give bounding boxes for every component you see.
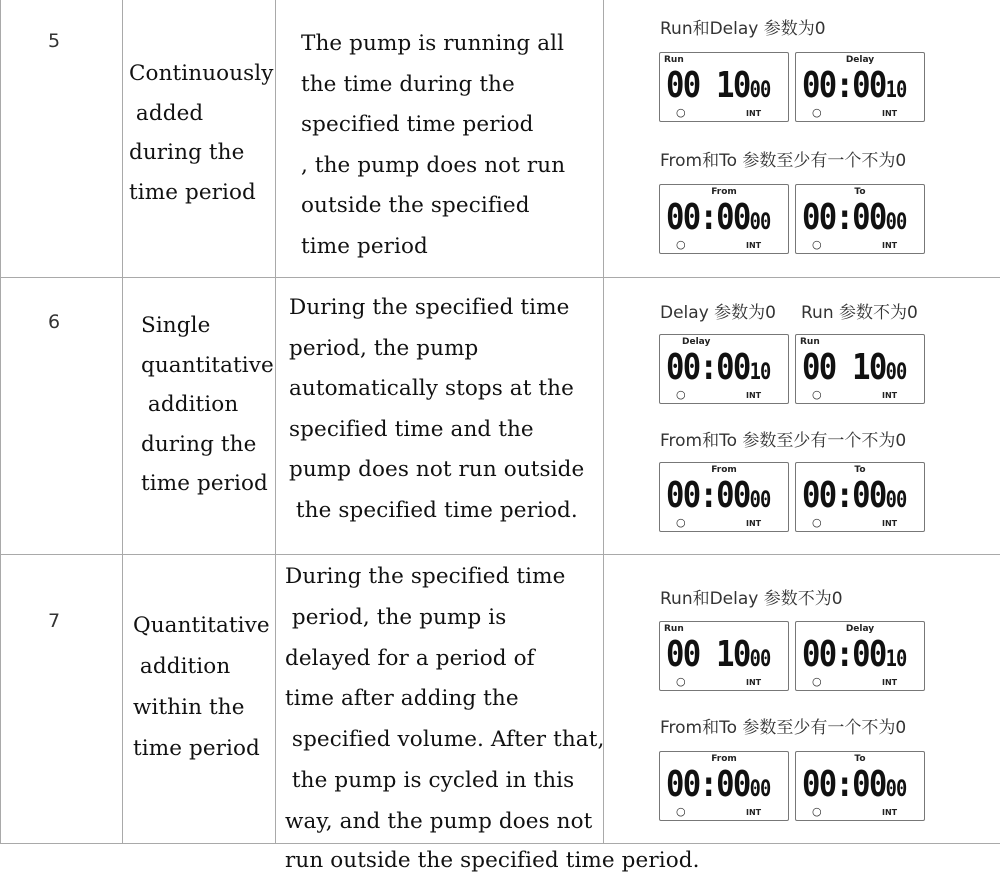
lcd-digits: 00:0010: [666, 347, 771, 388]
lcd-digits: 00:0000: [666, 475, 771, 516]
lcd-digits: 00:0010: [802, 65, 907, 106]
lcd-display: [795, 52, 925, 122]
display-caption: Run和Delay 参数不为0: [660, 589, 843, 609]
lcd-label: Run: [800, 337, 820, 347]
lcd-display: [795, 621, 925, 691]
mode-description: The pump is running all the time during the specified time period , the pump does not run outside the specified time period: [301, 31, 566, 259]
lcd-display: [659, 462, 789, 532]
display-caption: Delay 参数为0: [660, 303, 776, 323]
lcd-display: [659, 52, 789, 122]
lcd-display: [659, 334, 789, 404]
lcd-digits: 00:0000: [666, 197, 771, 238]
lcd-digits: 00 1000: [666, 634, 771, 675]
cycle-icon: ○: [676, 516, 686, 529]
lcd-digits: 00 1000: [802, 347, 907, 388]
lcd-label: From: [711, 465, 737, 475]
cycle-icon: ○: [812, 516, 822, 529]
lcd-digits: 00:0010: [802, 634, 907, 675]
lcd-label: To: [854, 754, 866, 764]
int-label: INT: [882, 241, 898, 250]
lcd-display: [795, 334, 925, 404]
int-label: INT: [882, 808, 898, 817]
cycle-icon: ○: [676, 805, 686, 818]
lcd-digits: 00:0000: [802, 475, 907, 516]
lcd-label: From: [711, 754, 737, 764]
cycle-icon: ○: [812, 106, 822, 119]
int-label: INT: [882, 519, 898, 528]
lcd-label: Delay: [845, 55, 875, 65]
mode-name: Continuously added during the time period: [129, 61, 274, 205]
row-divider: [0, 554, 1000, 555]
lcd-display: [795, 462, 925, 532]
cycle-icon: ○: [676, 106, 686, 119]
lcd-label: From: [711, 187, 737, 197]
lcd-display: [659, 184, 789, 254]
lcd-display: [795, 751, 925, 821]
display-caption: From和To 参数至少有一个不为0: [660, 151, 907, 171]
row-number: 5: [48, 30, 61, 52]
display-caption: From和To 参数至少有一个不为0: [660, 718, 907, 738]
lcd-digits: 00 1000: [666, 65, 771, 106]
cycle-icon: ○: [676, 675, 686, 688]
cycle-icon: ○: [812, 675, 822, 688]
cycle-icon: ○: [676, 388, 686, 401]
mode-description-continued: run outside the specified time period.: [285, 848, 700, 873]
lcd-digits: 00:0000: [802, 197, 907, 238]
row-number: 7: [48, 610, 61, 632]
lcd-display: [795, 184, 925, 254]
column-divider: [122, 0, 123, 843]
int-label: INT: [746, 678, 762, 687]
int-label: INT: [882, 678, 898, 687]
mode-name: Quantitative addition within the time period: [133, 613, 270, 761]
table-border: [0, 0, 1, 843]
lcd-label: Delay: [682, 337, 711, 347]
int-label: INT: [746, 391, 762, 400]
cycle-icon: ○: [812, 805, 822, 818]
row-divider: [0, 277, 1000, 278]
lcd-label: Run: [664, 55, 684, 65]
lcd-display: [659, 621, 789, 691]
cycle-icon: ○: [812, 238, 822, 251]
display-caption: From和To 参数至少有一个不为0: [660, 431, 907, 451]
int-label: INT: [882, 391, 898, 400]
lcd-digits: 00:0000: [666, 764, 771, 805]
mode-description: During the specified time period, the pump automatically stops at the specified time and the pump does not run outside the specified time period.: [289, 295, 585, 523]
int-label: INT: [746, 241, 762, 250]
int-label: INT: [882, 109, 898, 118]
mode-description: During the specified time period, the pump is delayed for a period of time after adding the specified volume. After that, the pump is cycled in this way, and the pump does not: [285, 564, 605, 834]
lcd-label: Delay: [845, 624, 875, 634]
display-caption: Run和Delay 参数为0: [660, 19, 826, 39]
int-label: INT: [746, 109, 762, 118]
lcd-digits: 00:0000: [802, 764, 907, 805]
row-number: 6: [48, 311, 61, 333]
cycle-icon: ○: [676, 238, 686, 251]
lcd-label: To: [854, 465, 866, 475]
lcd-label: To: [854, 187, 866, 197]
mode-name: Single quantitative addition during the time period: [141, 313, 274, 496]
cycle-icon: ○: [812, 388, 822, 401]
lcd-display: [659, 751, 789, 821]
int-label: INT: [746, 808, 762, 817]
display-caption: Run 参数不为0: [801, 303, 918, 323]
lcd-label: Run: [664, 624, 684, 634]
column-divider: [275, 0, 276, 843]
int-label: INT: [746, 519, 762, 528]
